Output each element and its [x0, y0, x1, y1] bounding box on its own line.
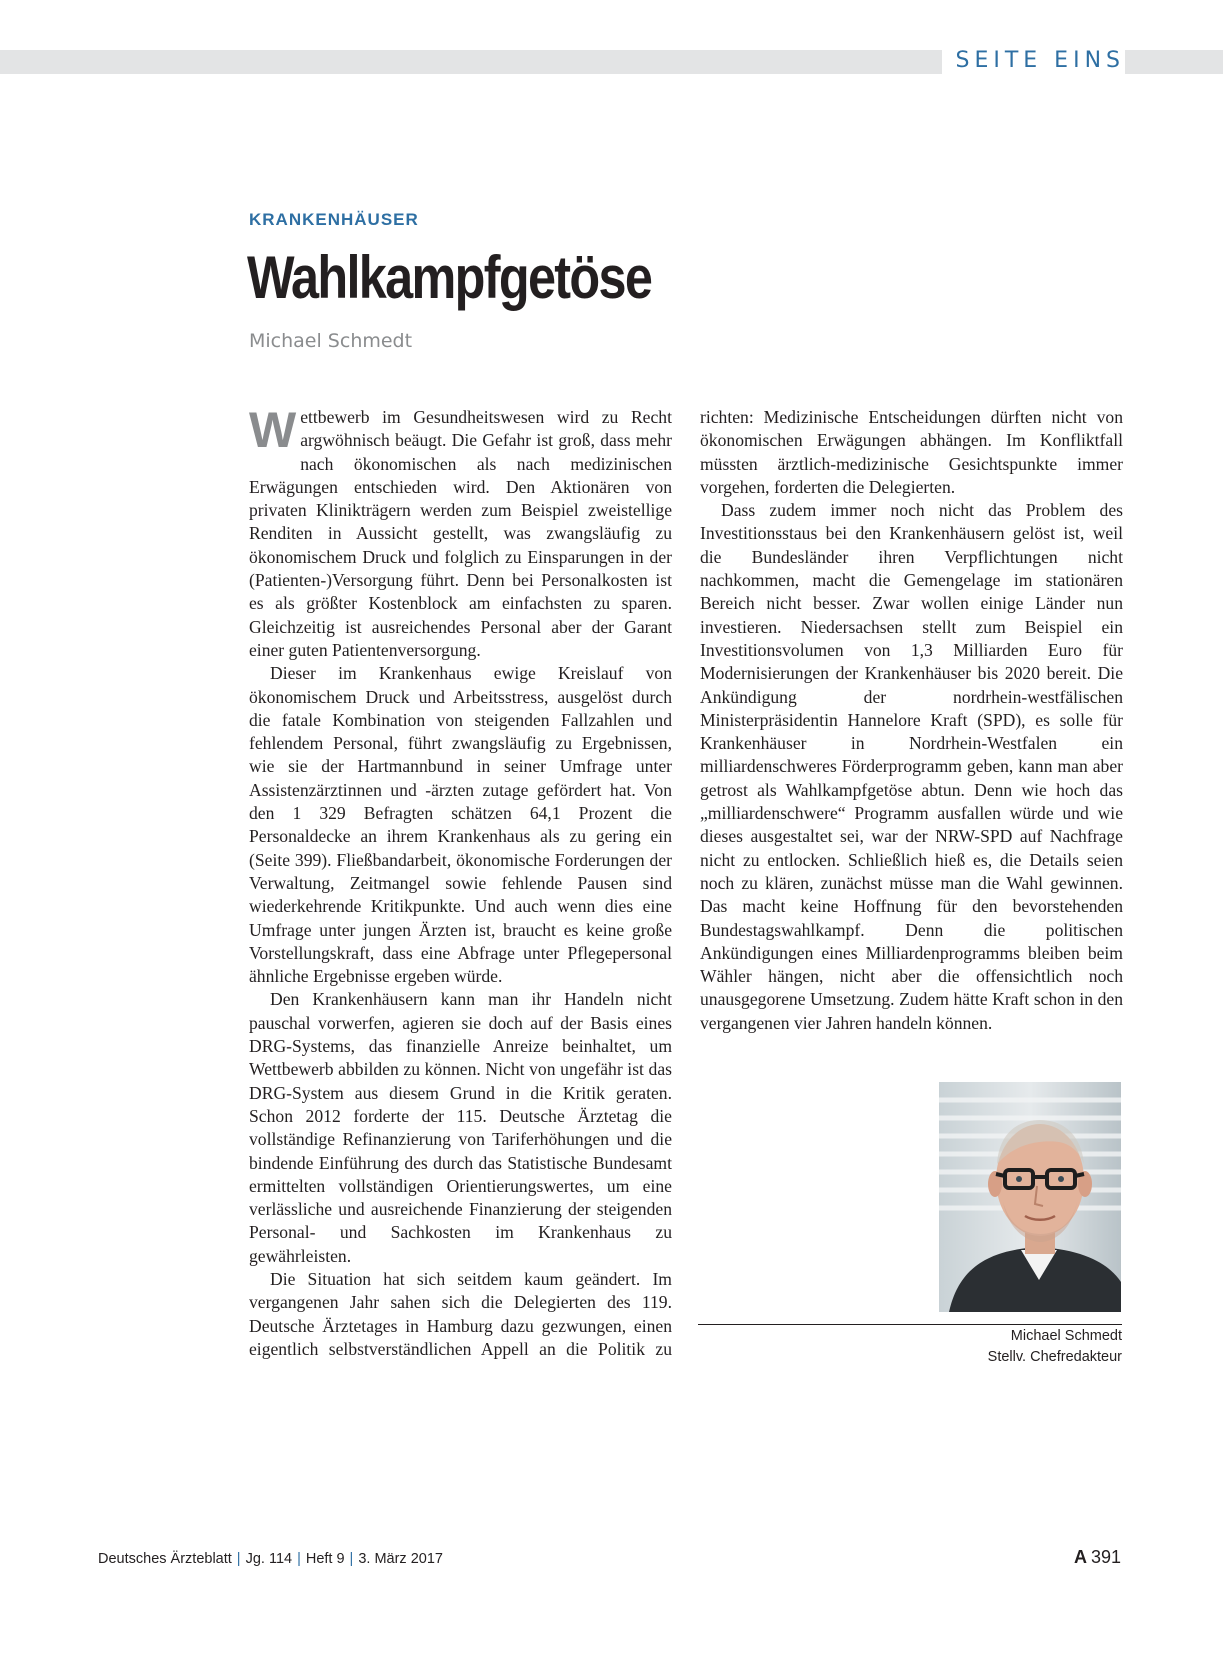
section-label: SEITE EINS — [942, 46, 1126, 76]
caption-name: Michael Schmedt — [1010, 1328, 1122, 1344]
footer-separator: | — [236, 1551, 241, 1567]
drop-cap: W — [249, 402, 297, 458]
page-number — [1074, 1547, 1121, 1568]
footer-publication: Deutsches Ärzteblatt — [98, 1551, 232, 1567]
footer-separator: | — [349, 1551, 354, 1567]
page-number-value: 391 — [1090, 1547, 1121, 1567]
paragraph-1: Wettbewerb im Gesundheitswesen wird zu Recht argwöhnisch beäugt. Die Gefahr ist groß, dass mehr nach ökonomischen als nach medizinischen Erwägungen entschieden wird. Den Aktionären von privaten Klinikträgern werden zum Beispiel zweistellige Renditen in Aussicht gestellt, was zwangsläufig zu ökonomischem Druck und folglich zu Einsparungen in der (Patienten-)Versorgung führt. Denn bei Personalkosten ist es als größter Kostenblock am einfachsten zu sparen. Gleichzeitig ist ausreichendes Personal aber der Garant einer guten Patientenversorgung. — [249, 402, 672, 660]
author-photo — [939, 1082, 1121, 1312]
footer-volume: Jg. 114 — [245, 1551, 293, 1567]
paragraph-4: Die Situation hat sich seitdem kaum geändert. Im vergangenen Jahr sahen sich die Delegierten des 119. Deutsche Ärztetages in Hamburg dazu gezwungen, einen eigentlich selbstverständlichen Appell an die Politik zu richten: Medizinische Entscheidungen dürften nicht von ökonomischen Erwägungen abhängen. Im Konfliktfall müssten ärztlich-medizinische Gesichtspunkte immer vorgehen, forderten die Delegierten. — [249, 407, 1123, 1359]
article-kicker: KRANKENHÄUSER — [249, 210, 419, 229]
paragraph-3: Den Krankenhäusern kann man ihr Handeln nicht pauschal vorwerfen, agieren sie doch auf der Basis eines DRG-Systems, das finanzielle Anreize beinhaltet, um Wettbewerb abbilden zu können. Nicht von ungefähr ist das DRG-System aus diesem Grund in die Kritik geraten. Schon 2012 forderte der 115. Deutsche Ärztetag die vollständige Refinanzierung von Tariferhöhungen und die bindende Einführung des durch das Statistische Bundesamt ermittelten vollständigen Orientierungswertes, um eine verlässliche und ausreichende Finanzierung der steigenden Personal- und Sachkosten im Krankenhaus zu gewährleisten. — [249, 989, 672, 1266]
page-prefix: A — [1073, 1547, 1087, 1567]
footer-separator: | — [297, 1551, 301, 1567]
footer-citation — [98, 1551, 443, 1567]
paragraph-2: Dieser im Krankenhaus ewige Kreislauf von ökonomischem Druck und Arbeitsstress, ausgelöst durch die fatale Kombination von steigenden Fallzahlen und fehlendem Personal, führt zwangsläufig zu Ergebnissen, wie sie der Hartmannbund in seiner Umfrage unter Assistenzärztinnen und -ärzten zutage gefördert hat. Von den 1 329 Befragten schätzen 64,1 Prozent die Personaldecke an ihrem Krankenhaus als zu gering ein (Seite 399). Fließbandarbeit, ökonomische Forderungen der Verwaltung, Zeitmangel sowie fehlende Pausen sind wiederkehrende Kritikpunkte. Und auch wenn dies eine Umfrage unter jungen Ärzten ist, braucht es keine große Vorstellungskraft, dass eine Abfrage unter Pflegepersonal ähnliche Ergebnisse ergeben würde. — [249, 663, 672, 987]
portrait-image — [939, 1082, 1121, 1312]
footer-issue: Heft 9 — [305, 1551, 345, 1567]
photo-caption — [988, 1326, 1122, 1368]
article-author: Michael Schmedt — [249, 330, 413, 352]
paragraph-5: Dass zudem immer noch nicht das Problem des Investitionsstaus bei den Krankenhäusern gelöst ist, weil die Bundesländer ihren Verpflichtungen nicht nachkommen, macht die Gemengelage im stationären Bereich nicht besser. Zwar wollen einige Länder nun investieren. Niedersachsen stellt zum Beispiel ein Investitionsvolumen von 1,3 Milliarden Euro für Modernisierungen der Krankenhäuser bis 2020 bereit. Die Ankündigung der nordrhein-westfälischen Ministerpräsidentin Hannelore Kraft (SPD), es solle für Krankenhäuser in Nordrhein-Westfalen ein milliardenschweres Förderprogramm geben, kann man aber getrost als Wahlkampfgetöse abtun. Denn wie hoch das „milliardenschwere“ Programm ausfallen würde und wie dieses ausgestaltet sei, war der NRW-SPD auf Nachfrage nicht zu entlocken. Schließlich hieß es, die Details seien noch zu klären, zunächst müsse man die Wahl gewinnen. Das macht keine Hoffnung für den bevorstehenden Bundestagswahlkampf. Denn die politischen Ankündigungen eines Milliardenprogramms bleiben beim Wähler hängen, nicht aber die offensichtlich noch unausgegorene Umsetzung. Zudem hätte Kraft schon in den vergangenen vier Jahren handeln können. — [700, 500, 1123, 1033]
photo-divider — [698, 1324, 1122, 1325]
footer-date: 3. März 2017 — [358, 1551, 443, 1567]
caption-role: Stellv. Chefredakteur — [987, 1349, 1122, 1365]
article-title: Wahlkampfgetöse — [247, 244, 652, 311]
